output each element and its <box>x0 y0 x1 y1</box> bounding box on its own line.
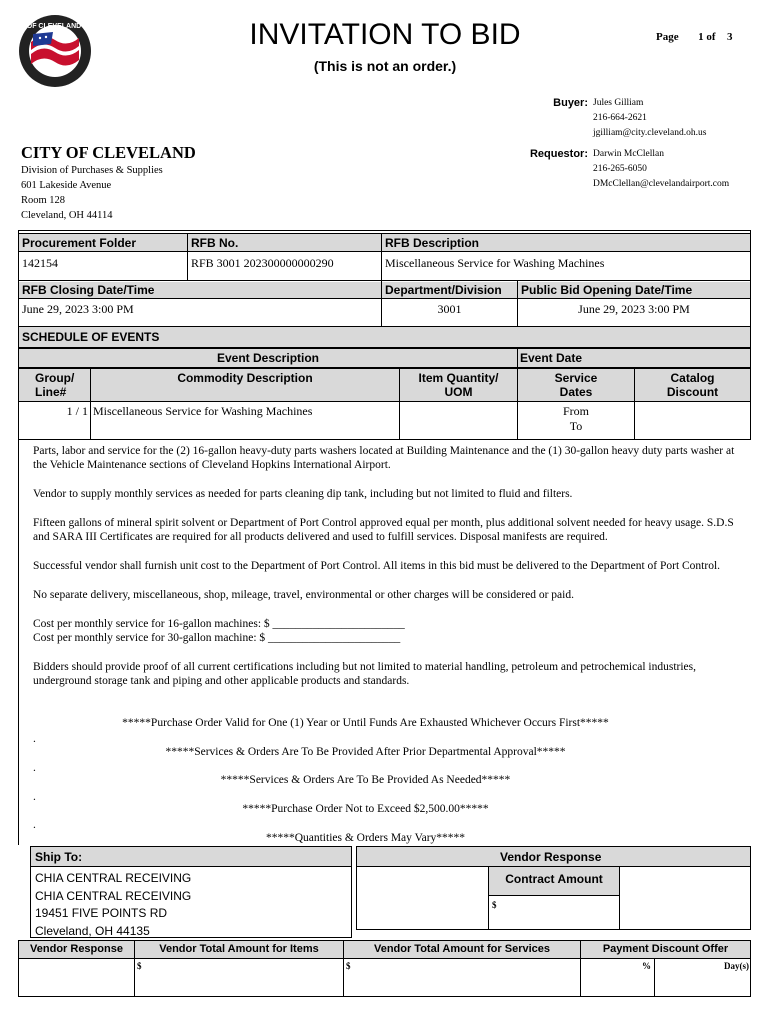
note-prior-approval: *****Services & Orders Are To Be Provided After Prior Departmental Approval***** <box>165 746 566 758</box>
rfb-no-label: RFB No. <box>191 236 239 250</box>
footer-total-services: Vendor Total Amount for Services <box>373 943 551 955</box>
vendor-supply-paragraph: Vendor to supply monthly services as needed for parts cleaning dip tank, including but not limited to fluid and filters. <box>33 488 573 500</box>
ship-to-line3: 19451 FIVE POINTS RD <box>35 906 168 920</box>
page-indicator <box>656 31 733 43</box>
requestor-phone: 216-265-6050 <box>593 164 647 174</box>
page-label: Page <box>656 31 679 43</box>
note-dot-1: . <box>33 733 36 745</box>
document-subtitle: (This is not an order.) <box>313 58 457 74</box>
procurement-folder-value: 142154 <box>22 256 58 270</box>
requestor-info <box>593 147 729 192</box>
ship-to-line1: CHIA CENTRAL RECEIVING <box>35 871 192 885</box>
contract-amount-input[interactable]: $ <box>492 900 497 910</box>
requestor-email[interactable]: DMcClellan@clevelandairport.com <box>593 179 730 189</box>
note-po-valid: *****Purchase Order Valid for One (1) Year or Until Funds Are Exhausted Whichever Occurs First***** <box>122 717 609 729</box>
note-dot-2: . <box>33 762 36 774</box>
department-label: Department/Division <box>385 283 502 297</box>
rfb-description-label: RFB Description <box>385 236 480 250</box>
solvent-paragraph: Fifteen gallons of mineral spirit solvent or Department of Port Control approved equal per month, plus additional solvent needed for heavy usage. S.D.S and SARA III Certificates are required for all products delivered and used to fulfill services. Disposal manifests are required. <box>33 517 734 543</box>
vendor-response-input[interactable] <box>19 959 134 996</box>
ship-to-line4: Cleveland, OH 44135 <box>35 923 150 938</box>
department-value: 3001 <box>437 302 462 316</box>
ship-to-line2: CHIA CENTRAL RECEIVING <box>35 888 192 903</box>
col-catalog-discount: Catalog Discount <box>666 371 719 399</box>
buyer-label: Buyer: <box>553 97 588 109</box>
org-name: CITY OF CLEVELAND <box>21 143 196 162</box>
bid-opening-value: June 29, 2023 3:00 PM <box>578 302 690 316</box>
vendor-response-header: Vendor Response <box>500 850 602 864</box>
page-total: 3 <box>727 31 733 43</box>
page-value: 1 of <box>698 31 716 43</box>
col-service-dates: Service Dates <box>554 371 598 399</box>
org-room: Room 128 <box>21 195 66 206</box>
requestor-label: Requestor: <box>529 148 588 160</box>
bid-opening-label: Public Bid Opening Date/Time <box>521 283 693 297</box>
svg-text:CITY OF CLEVELAND OHIO: CITY OF CLEVELAND OHIO <box>8 23 102 30</box>
footer-total-items: Vendor Total Amount for Items <box>159 943 319 955</box>
closing-date-label: RFB Closing Date/Time <box>22 283 155 297</box>
buyer-name: Jules Gilliam <box>593 98 644 108</box>
schedule-title: SCHEDULE OF EVENTS <box>22 330 160 344</box>
org-city: Cleveland, OH 44114 <box>21 210 113 221</box>
event-description-header: Event Description <box>216 351 320 365</box>
buyer-email[interactable]: jgilliam@city.cleveland.oh.us <box>593 128 707 138</box>
org-street: 601 Lakeside Avenue <box>21 180 112 191</box>
description-body <box>33 444 745 688</box>
note-as-needed: *****Services & Orders Are To Be Provided As Needed***** <box>220 774 511 786</box>
contract-amount-label: Contract Amount <box>505 872 603 886</box>
buyer-phone: 216-664-2621 <box>593 113 647 123</box>
ship-to-address <box>35 870 191 940</box>
city-seal-logo <box>8 14 102 88</box>
item-service-dates: From To <box>562 404 589 433</box>
item-line-number: 1 / 1 <box>66 404 88 418</box>
rfb-description-value: Miscellaneous Service for Washing Machines <box>385 256 605 270</box>
note-dot-4: . <box>33 819 36 831</box>
certifications-paragraph: Bidders should provide proof of all current certifications including but not limited to material handling, petroleum and petrochemical industries, underground storage tank and piping and other applicable products and standards. <box>33 661 696 687</box>
org-address <box>21 163 163 223</box>
discount-percent-input[interactable]: % <box>642 961 651 971</box>
requestor-name: Darwin McClellan <box>593 149 664 159</box>
discount-days-input[interactable]: Day(s) <box>724 961 749 971</box>
col-group-line: Group/ Line# <box>35 371 75 399</box>
event-date-header: Event Date <box>520 351 583 365</box>
no-charges-paragraph: No separate delivery, miscellaneous, shop, mileage, travel, environmental or other charges will be considered or paid. <box>33 589 574 601</box>
unit-cost-paragraph: Successful vendor shall furnish unit cost to the Department of Port Control. All items in this bid must be delivered to the Department of Port Control. <box>33 560 721 572</box>
col-commodity-description: Commodity Description <box>177 371 313 385</box>
footer-payment-discount: Payment Discount Offer <box>602 943 729 955</box>
note-quantities-vary: *****Quantities & Orders May Vary***** <box>265 832 466 844</box>
document-title: INVITATION TO BID <box>249 18 521 51</box>
cost-16-gallon: Cost per monthly service for 16-gallon machines: $ _______________________ <box>33 618 405 630</box>
scope-paragraph: Parts, labor and service for the (2) 16-gallon heavy-duty parts washers located at Building Maintenance and the (1) 30-gallon heavy duty parts washer at the Vehicle Maintenance sections of Cleveland Hopkins International Airport. <box>33 445 735 471</box>
cost-30-gallon: Cost per monthly service for 30-gallon machine: $ _______________________ <box>33 632 401 644</box>
closing-date-value: June 29, 2023 3:00 PM <box>22 302 134 316</box>
note-not-to-exceed: *****Purchase Order Not to Exceed $2,500.00***** <box>242 803 489 815</box>
item-description: Miscellaneous Service for Washing Machines <box>93 404 313 418</box>
rfb-no-value: RFB 3001 202300000000290 <box>191 256 334 270</box>
ship-to-label: Ship To: <box>35 850 83 864</box>
procurement-folder-label: Procurement Folder <box>22 236 137 250</box>
note-dot-3: . <box>33 791 36 803</box>
col-item-quantity: Item Quantity/ UOM <box>418 371 499 399</box>
footer-vendor-response: Vendor Response <box>30 943 123 955</box>
total-services-input[interactable]: $ <box>346 961 351 971</box>
buyer-info <box>593 96 706 141</box>
org-division: Division of Purchases & Supplies <box>21 165 163 176</box>
total-items-input[interactable]: $ <box>137 961 142 971</box>
